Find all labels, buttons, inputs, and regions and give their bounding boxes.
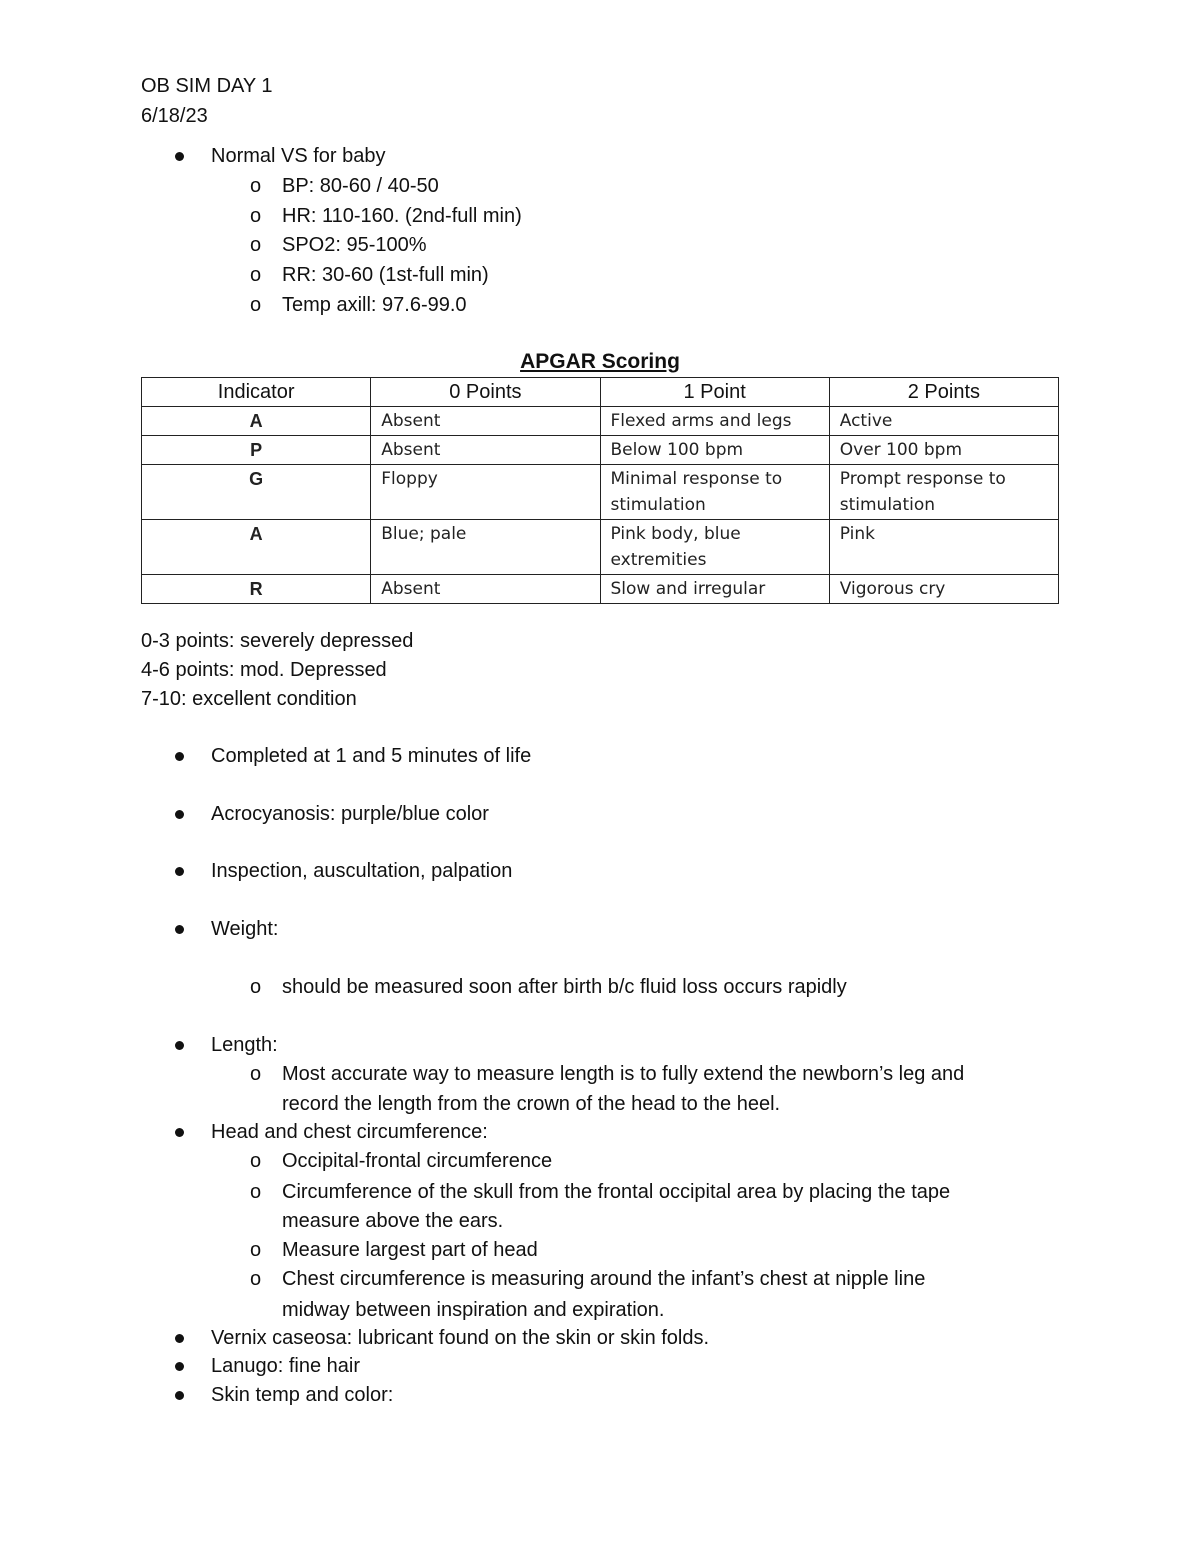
sub-bullet-icon: o — [250, 264, 262, 286]
note-subitem: Most accurate way to measure length is to fully extend the newborn’s leg and — [282, 1063, 965, 1085]
indicator-cell: A — [142, 407, 371, 436]
note-item: Completed at 1 and 5 minutes of life — [211, 745, 532, 767]
score-line: 7-10: excellent condition — [141, 688, 357, 710]
note-subitem: should be measured soon after birth b/c fluid loss occurs rapidly — [282, 976, 847, 998]
table-header-row — [142, 378, 1059, 407]
table-cell: Over 100 bpm — [829, 436, 1058, 465]
bullet-icon — [175, 1041, 184, 1050]
sub-bullet-icon: o — [250, 1150, 262, 1172]
column-header: 2 Points — [829, 378, 1058, 407]
score-line: 0-3 points: severely depressed — [141, 630, 414, 652]
table-row — [142, 465, 1059, 520]
sub-bullet-icon: o — [250, 205, 262, 227]
table-cell: Floppy — [371, 465, 600, 520]
table-row — [142, 520, 1059, 575]
table-cell: Pink — [829, 520, 1058, 575]
doc-date: 6/18/23 — [141, 105, 208, 127]
doc-title: OB SIM DAY 1 — [141, 75, 273, 97]
vitals-heading: Normal VS for baby — [211, 145, 386, 167]
note-item: Inspection, auscultation, palpation — [211, 860, 513, 882]
note-subitem: Occipital-frontal circumference — [282, 1150, 553, 1172]
table-row — [142, 575, 1059, 604]
note-item: Vernix caseosa: lubricant found on the skin or skin folds. — [211, 1327, 710, 1349]
note-item: Skin temp and color: — [211, 1384, 394, 1406]
bullet-icon — [175, 925, 184, 934]
vitals-item: HR: 110-160. (2nd-full min) — [282, 205, 522, 227]
bullet-icon — [175, 1362, 184, 1371]
table-cell: Absent — [371, 575, 600, 604]
note-item: Acrocyanosis: purple/blue color — [211, 803, 489, 825]
sub-bullet-icon: o — [250, 234, 262, 256]
sub-bullet-icon: o — [250, 294, 262, 316]
column-header: Indicator — [142, 378, 371, 407]
vitals-item: SPO2: 95-100% — [282, 234, 427, 256]
table-cell: Flexed arms and legs — [600, 407, 829, 436]
note-item: Lanugo: fine hair — [211, 1355, 361, 1377]
bullet-icon — [175, 810, 184, 819]
note-subitem-cont: record the length from the crown of the head to the heel. — [282, 1093, 781, 1115]
note-subitem: Measure largest part of head — [282, 1239, 538, 1261]
table-cell: Minimal response to stimulation — [600, 465, 829, 520]
bullet-icon — [175, 152, 184, 161]
table-cell: Blue; pale — [371, 520, 600, 575]
sub-bullet-icon: o — [250, 175, 262, 197]
vitals-item: RR: 30-60 (1st-full min) — [282, 264, 489, 286]
bullet-icon — [175, 1334, 184, 1343]
sub-bullet-icon: o — [250, 1239, 262, 1261]
table-cell: Below 100 bpm — [600, 436, 829, 465]
table-row — [142, 436, 1059, 465]
vitals-item: BP: 80-60 / 40-50 — [282, 175, 439, 197]
table-cell: Active — [829, 407, 1058, 436]
indicator-cell: G — [142, 465, 371, 520]
note-item: Weight: — [211, 918, 279, 940]
apgar-title: APGAR Scoring — [520, 350, 680, 373]
column-header: 1 Point — [600, 378, 829, 407]
note-subitem: Chest circumference is measuring around the infant’s chest at nipple line — [282, 1268, 926, 1290]
note-subitem-cont: midway between inspiration and expiration. — [282, 1299, 665, 1321]
indicator-cell: A — [142, 520, 371, 575]
note-subitem: Circumference of the skull from the frontal occipital area by placing the tape — [282, 1181, 951, 1203]
column-header: 0 Points — [371, 378, 600, 407]
indicator-cell: R — [142, 575, 371, 604]
sub-bullet-icon: o — [250, 1063, 262, 1085]
note-item: Length: — [211, 1034, 278, 1056]
bullet-icon — [175, 867, 184, 876]
note-subitem-cont: measure above the ears. — [282, 1210, 504, 1232]
sub-bullet-icon: o — [250, 1268, 262, 1290]
table-cell: Absent — [371, 407, 600, 436]
score-line: 4-6 points: mod. Depressed — [141, 659, 387, 681]
table-cell: Pink body, blue extremities — [600, 520, 829, 575]
bullet-icon — [175, 1391, 184, 1400]
bullet-icon — [175, 752, 184, 761]
table-cell: Slow and irregular — [600, 575, 829, 604]
indicator-cell: P — [142, 436, 371, 465]
note-item: Head and chest circumference: — [211, 1121, 488, 1143]
bullet-icon — [175, 1128, 184, 1137]
sub-bullet-icon: o — [250, 1181, 262, 1203]
table-cell: Prompt response to stimulation — [829, 465, 1058, 520]
table-row — [142, 407, 1059, 436]
table-cell: Vigorous cry — [829, 575, 1058, 604]
vitals-item: Temp axill: 97.6-99.0 — [282, 294, 467, 316]
apgar-table — [141, 377, 1059, 604]
sub-bullet-icon: o — [250, 976, 262, 998]
table-cell: Absent — [371, 436, 600, 465]
